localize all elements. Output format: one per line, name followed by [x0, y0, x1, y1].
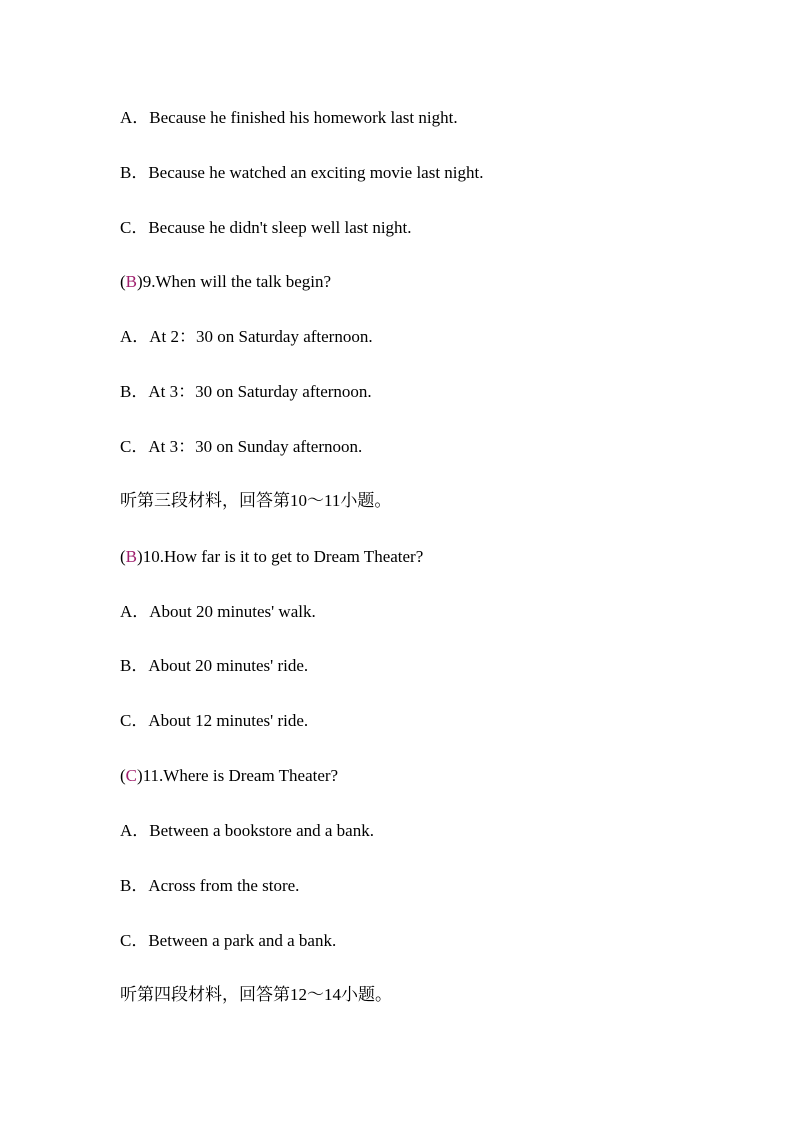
- option-line: [120, 218, 412, 238]
- question-text: 11.Where is Dream Theater?: [142, 766, 339, 785]
- question-line: [120, 547, 423, 567]
- answer-letter: B: [125, 547, 138, 566]
- question-text: 9.When will the talk begin?: [142, 272, 332, 291]
- section-heading: [120, 985, 392, 1005]
- section-text: 听第四段材料，回答第12～14小题。: [120, 985, 392, 1004]
- option-text: C．Between a park and a bank.: [120, 931, 337, 950]
- option-line: [120, 163, 484, 183]
- option-text: B．At 3：30 on Saturday afternoon.: [120, 382, 372, 401]
- option-line: [120, 382, 372, 402]
- option-text: B．Because he watched an exciting movie last night.: [120, 163, 484, 182]
- option-line: [120, 931, 336, 951]
- option-text: A．About 20 minutes' walk.: [120, 602, 316, 621]
- option-text: A．Between a bookstore and a bank.: [120, 821, 374, 840]
- question-line: [120, 766, 338, 786]
- option-line: [120, 602, 316, 622]
- answer-open-paren: (: [120, 547, 126, 566]
- answer-close-paren: ): [137, 547, 143, 566]
- section-heading: [120, 491, 391, 511]
- option-line: [120, 821, 374, 841]
- option-line: [120, 108, 458, 128]
- option-line: [120, 711, 308, 731]
- option-line: [120, 437, 362, 457]
- option-line: [120, 876, 299, 896]
- option-line: [120, 327, 373, 347]
- option-text: C．About 12 minutes' ride.: [120, 711, 309, 730]
- option-text: C．Because he didn't sleep well last night.: [120, 218, 412, 237]
- option-text: A．At 2：30 on Saturday afternoon.: [120, 327, 373, 346]
- option-text: A．Because he finished his homework last night.: [120, 108, 458, 127]
- option-text: C．At 3：30 on Sunday afternoon.: [120, 437, 363, 456]
- answer-close-paren: ): [137, 272, 143, 291]
- answer-letter: B: [125, 272, 138, 291]
- question-line: [120, 272, 331, 292]
- option-text: B．Across from the store.: [120, 876, 300, 895]
- answer-close-paren: ): [137, 766, 143, 785]
- section-text: 听第三段材料，回答第10～11小题。: [120, 491, 392, 510]
- answer-open-paren: (: [120, 272, 126, 291]
- question-text: 10.How far is it to get to Dream Theater?: [142, 547, 424, 566]
- option-line: [120, 656, 308, 676]
- option-text: B．About 20 minutes' ride.: [120, 656, 309, 675]
- answer-letter: C: [125, 766, 138, 785]
- answer-open-paren: (: [120, 766, 126, 785]
